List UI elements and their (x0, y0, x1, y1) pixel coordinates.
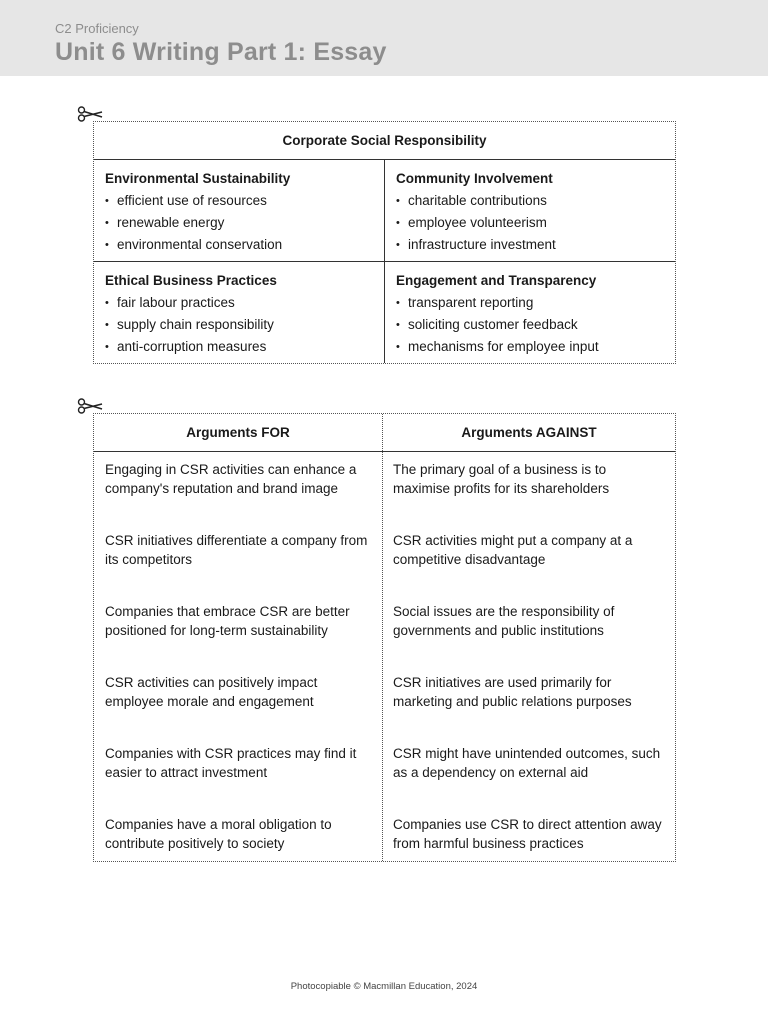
bullet-item: • transparent reporting (396, 292, 665, 314)
arguments-for-column (94, 452, 383, 861)
section-heading: Community Involvement (396, 171, 553, 186)
argument-for: Engaging in CSR activities can enhance a company's reputation and brand image (105, 462, 357, 496)
bullet-item: • renewable energy (105, 212, 374, 234)
argument-for: CSR initiatives differentiate a company from its competitors (105, 533, 368, 567)
scissors-icon (77, 398, 103, 414)
bullet-item: • employee volunteerism (396, 212, 665, 234)
argument-against: CSR initiatives are used primarily for marketing and public relations purposes (393, 675, 632, 709)
arguments-card (93, 413, 676, 862)
argument-for: Companies with CSR practices may find it easier to attract investment (105, 746, 357, 780)
arguments-against-column (383, 452, 675, 861)
csr-section (94, 262, 385, 363)
argument-against: The primary goal of a business is to maximise profits for its shareholders (393, 462, 610, 496)
bullet-item: • supply chain responsibility (105, 314, 374, 336)
argument-against: Companies use CSR to direct attention away from harmful business practices (393, 817, 662, 851)
argument-against: Social issues are the responsibility of governments and public institutions (393, 604, 615, 638)
copyright-footer: Photocopiable © Macmillan Education, 2024 (290, 981, 478, 992)
bullet-item: • efficient use of resources (105, 190, 374, 212)
page-title: Unit 6 Writing Part 1: Essay (55, 38, 387, 66)
bullet-item: • soliciting customer feedback (396, 314, 665, 336)
csr-card (93, 121, 676, 364)
csr-card-title: Corporate Social Responsibility (94, 122, 675, 160)
bullet-item: • charitable contributions (396, 190, 665, 212)
arguments-against-heading: Arguments AGAINST (461, 425, 597, 440)
scissors-icon (77, 106, 103, 122)
course-level: C2 Proficiency (55, 21, 139, 36)
argument-for: Companies have a moral obligation to contribute positively to society (105, 817, 332, 851)
argument-for: CSR activities can positively impact employee morale and engagement (105, 675, 318, 709)
arguments-for-heading: Arguments FOR (94, 414, 383, 451)
argument-against: CSR activities might put a company at a competitive disadvantage (393, 533, 633, 567)
bullet-item: • environmental conservation (105, 234, 374, 256)
argument-against: CSR might have unintended outcomes, such as a dependency on external aid (393, 746, 661, 780)
bullet-item: • anti-corruption measures (105, 336, 374, 358)
csr-section (385, 160, 675, 262)
bullet-item: • infrastructure investment (396, 234, 665, 256)
bullet-item: • mechanisms for employee input (396, 336, 665, 358)
csr-section (94, 160, 385, 262)
csr-section (385, 262, 675, 363)
bullet-item: • fair labour practices (105, 292, 374, 314)
argument-for: Companies that embrace CSR are better positioned for long-term sustainability (105, 604, 350, 638)
section-heading: Environmental Sustainability (105, 171, 291, 186)
section-heading: Engagement and Transparency (396, 273, 597, 288)
section-heading: Ethical Business Practices (105, 273, 277, 288)
